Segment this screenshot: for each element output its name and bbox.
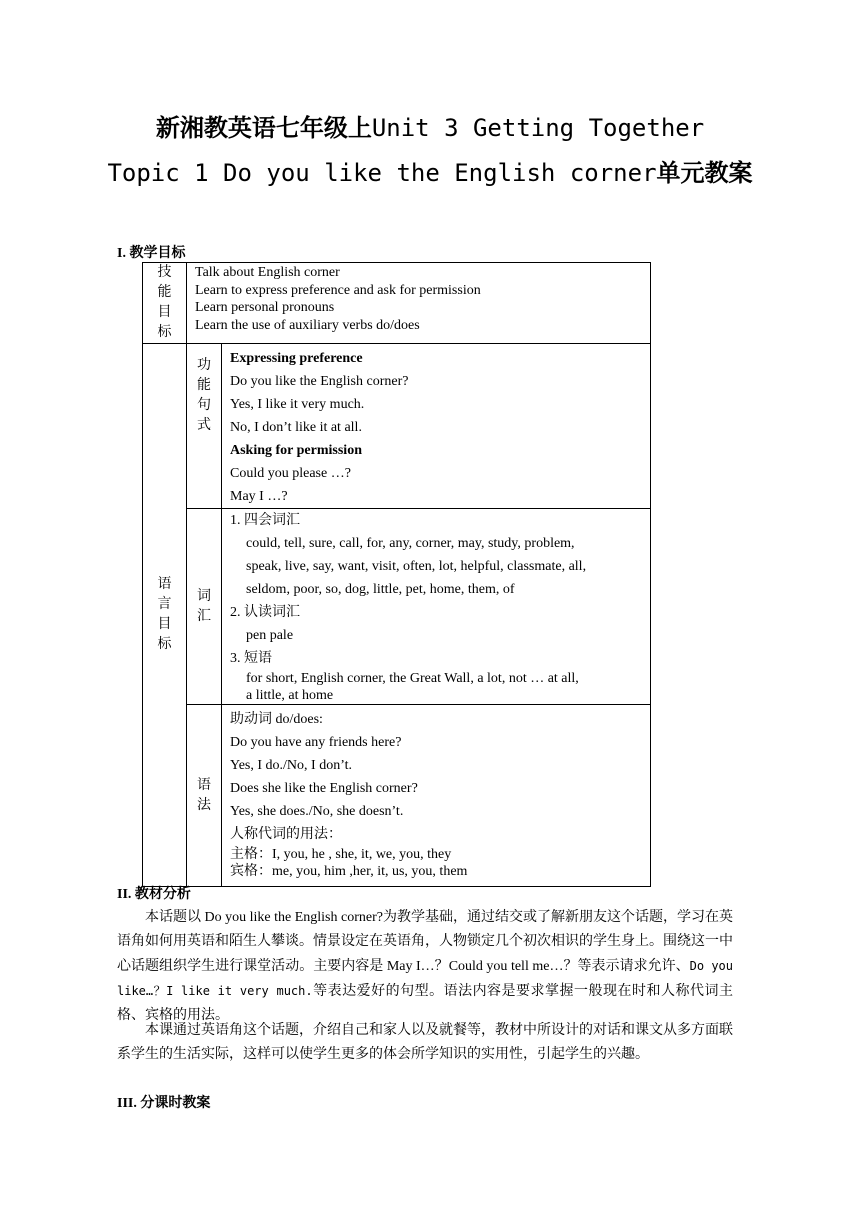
table-line: Learn to express preference and ask for permission (195, 282, 481, 298)
vertical-label-char: 目 (157, 617, 172, 632)
table-line: Learn personal pronouns (195, 300, 335, 315)
skill-items (187, 263, 650, 334)
section-heading-analysis: II. 教材分析 (117, 887, 191, 902)
table-line: Learn the use of auxiliary verbs do/does (195, 317, 420, 333)
table-line: Asking for permission (230, 443, 362, 458)
vertical-label-char: 语 (197, 777, 211, 793)
lang-label-cell (143, 344, 187, 887)
table-line: No, I don’t like it at all. (230, 420, 362, 435)
vertical-label-char: 语 (157, 577, 172, 592)
lang-label (143, 575, 186, 655)
table-line: 3. 短语 (230, 651, 272, 666)
vertical-label-char: 式 (197, 418, 211, 433)
table-line: May I …? (230, 489, 288, 504)
analysis-p1-text-c: 等表达爱好的句型。语法内容是要求掌握一般现在时和人称代词主格、宾格的用法。 (117, 984, 734, 1023)
vertical-label-char: 词 (197, 588, 211, 604)
function-label (187, 356, 221, 436)
table-line: for short, English corner, the Great Wall, a lot, not … at all, (246, 671, 579, 686)
vertical-label-char: 功 (197, 358, 211, 373)
analysis-paragraph-2: 本课通过英语角这个话题，介绍自己和家人以及就餐等，教材中所设计的对话和课文从多方面联系学生的生活实际，这样可以使学生更多的体会所学知识的实用性，引起学生的兴趣。 (117, 1023, 733, 1062)
section-heading-objectives: I. 教学目标 (117, 246, 186, 261)
title-en-part: Unit 3 Getting Together (371, 114, 705, 142)
analysis-p1-text-b: Do you like…？I like it very much. (117, 959, 733, 998)
skill-label (143, 263, 186, 343)
vocab-label (187, 587, 221, 627)
table-line: 人称代词的用法： (230, 827, 342, 842)
table-line: Yes, she does./No, she doesn’t. (230, 804, 404, 819)
analysis-p1-text-a: 本话题以 Do you like the English corner?为教学基础，通过结交或了解新朋友这个话题，学习在英语角如何用英语和陌生人攀谈。情景设定在英语角，人物锁定几个初次相识的学生身上。围绕这一中心话题组织学生进行课堂活动。主要内容是 May I…？Could you tell me…？等表示请求允许、 (117, 910, 733, 974)
table-line: Could you please …? (230, 466, 351, 481)
table-line: Do you like the English corner? (230, 374, 409, 389)
vertical-label-char: 能 (157, 285, 172, 300)
table-line: 助动词 do/does: (230, 712, 323, 727)
table-line: Does she like the English corner? (230, 781, 418, 796)
function-label-cell (187, 344, 222, 509)
vertical-label-char: 句 (197, 398, 211, 413)
document-title-line2 (0, 159, 860, 187)
title-topic-part: Topic 1 Do you like the English corner (107, 159, 657, 187)
analysis-paragraph-1 (117, 906, 733, 1028)
table-line: pen pale (246, 628, 294, 643)
vertical-label-char: 目 (157, 305, 172, 320)
table-line: 宾格：me, you, him ,her, it, us, you, them (230, 864, 468, 879)
vocab-lines (222, 509, 650, 704)
table-line: 2. 认读词汇 (230, 605, 300, 620)
function-cell (222, 344, 651, 509)
title-suffix-part: 单元教案 (656, 158, 753, 187)
vertical-label-char: 能 (197, 378, 211, 393)
table-line: Do you have any friends here? (230, 735, 402, 750)
table-line: speak, live, say, want, visit, often, lot, helpful, classmate, all, (246, 559, 587, 574)
table-line: seldom, poor, so, dog, little, pet, home, them, of (246, 582, 515, 597)
grammar-label (187, 776, 221, 816)
table-line: 1. 四会词汇 (230, 513, 300, 528)
grammar-label-cell (187, 705, 222, 887)
vertical-label-char: 法 (197, 797, 211, 813)
objectives-table (142, 262, 651, 887)
vertical-label-char: 标 (157, 325, 172, 340)
vertical-label-char: 汇 (197, 608, 211, 624)
document-title-line1 (0, 114, 860, 142)
grammar-lines (222, 705, 650, 880)
vocab-cell (222, 509, 651, 705)
skill-label-cell (143, 263, 187, 344)
vocab-label-cell (187, 509, 222, 705)
function-lines (222, 344, 650, 508)
table-line: Talk about English corner (195, 265, 340, 280)
table-line: could, tell, sure, call, for, any, corner, may, study, problem, (246, 536, 575, 551)
vertical-label-char: 标 (157, 637, 172, 652)
table-line: Expressing preference (230, 351, 363, 366)
section-heading-lesson-plans: III. 分课时教案 (117, 1096, 211, 1111)
vertical-label-char: 技 (157, 265, 172, 280)
title-cn-part: 新湘教英语七年级上 (155, 113, 372, 142)
table-line: 主格：I, you, he , she, it, we, you, they (230, 847, 452, 862)
grammar-cell (222, 705, 651, 887)
table-line: Yes, I do./No, I don’t. (230, 758, 352, 773)
skill-items-cell (187, 263, 651, 344)
table-line: Yes, I like it very much. (230, 397, 365, 412)
table-line: a little, at home (246, 688, 334, 703)
vertical-label-char: 言 (157, 597, 172, 612)
